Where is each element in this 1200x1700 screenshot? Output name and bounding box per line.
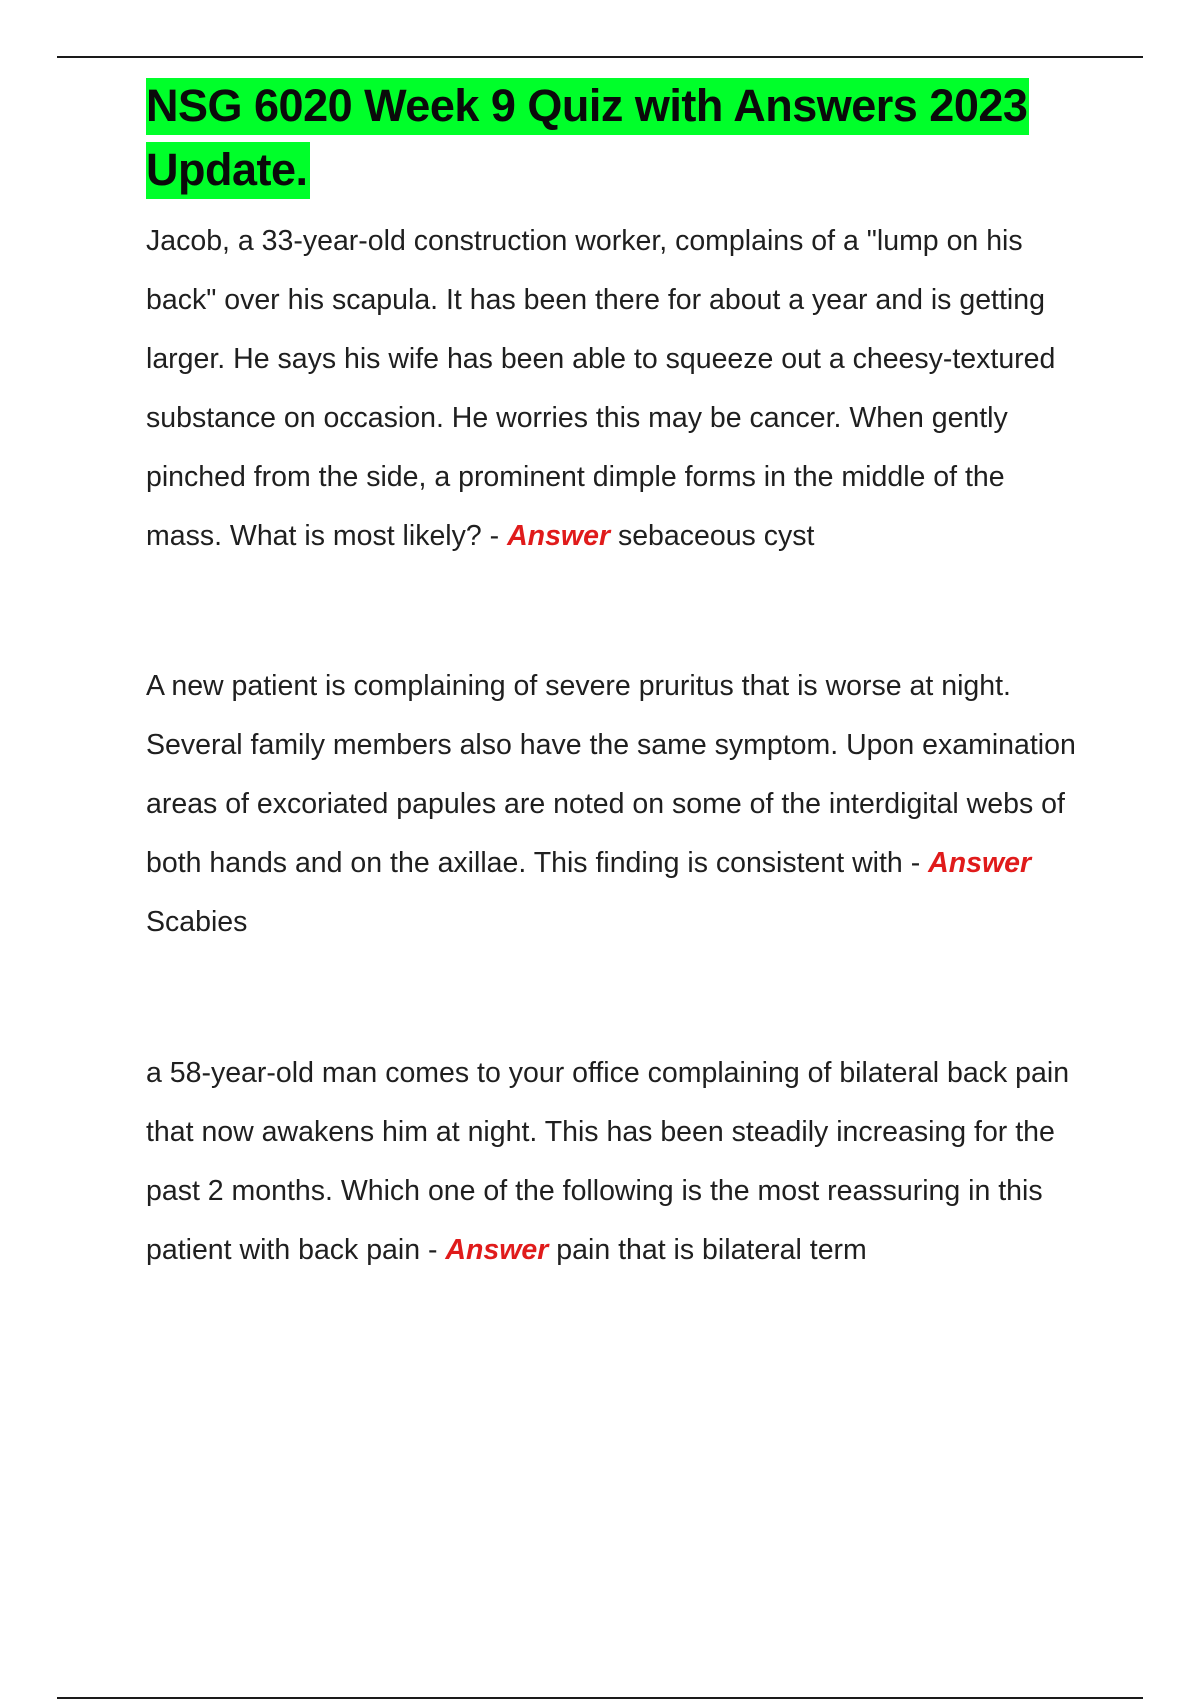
title-highlight: NSG 6020 Week 9 Quiz with Answers 2023 Update. (146, 78, 1029, 199)
bottom-rule (57, 1697, 1143, 1699)
question-text: Jacob, a 33-year-old construction worker, complains of a "lump on his back" over his scapula. It has been there for about a year and is getting larger. He says his wife has been able to squeeze out a cheesy-textured substance on occasion. He worries this may be cancer. When gently pinched from the side, a prominent dimple forms in the middle of the mass. What is most likely? - (146, 225, 1056, 552)
answer-text: sebaceous cyst (610, 520, 815, 552)
question-text: a 58-year-old man comes to your office complaining of bilateral back pain that now awakens him at night. This has been steadily increasing for the past 2 months. Which one of the following is the most reassuring in this patient with back pain - (146, 1057, 1070, 1266)
question-text: A new patient is complaining of severe pruritus that is worse at night. Several family members also have the same symptom. Upon examination areas of excoriated papules are noted on some of the interdigital webs of both hands and on the axillae. This finding is consistent with - (146, 670, 1076, 879)
answer-text: Scabies (146, 906, 248, 938)
answer-label: Answer (507, 520, 611, 552)
answer-label: Answer (445, 1234, 549, 1266)
question-item-3 (146, 1044, 1086, 1280)
answer-label: Answer (928, 847, 1032, 879)
question-item-1 (146, 212, 1086, 566)
document-title (146, 74, 1086, 202)
top-rule (57, 56, 1143, 58)
document-body (146, 74, 1086, 1280)
answer-text: pain that is bilateral term (548, 1234, 867, 1266)
question-item-2 (146, 657, 1086, 952)
